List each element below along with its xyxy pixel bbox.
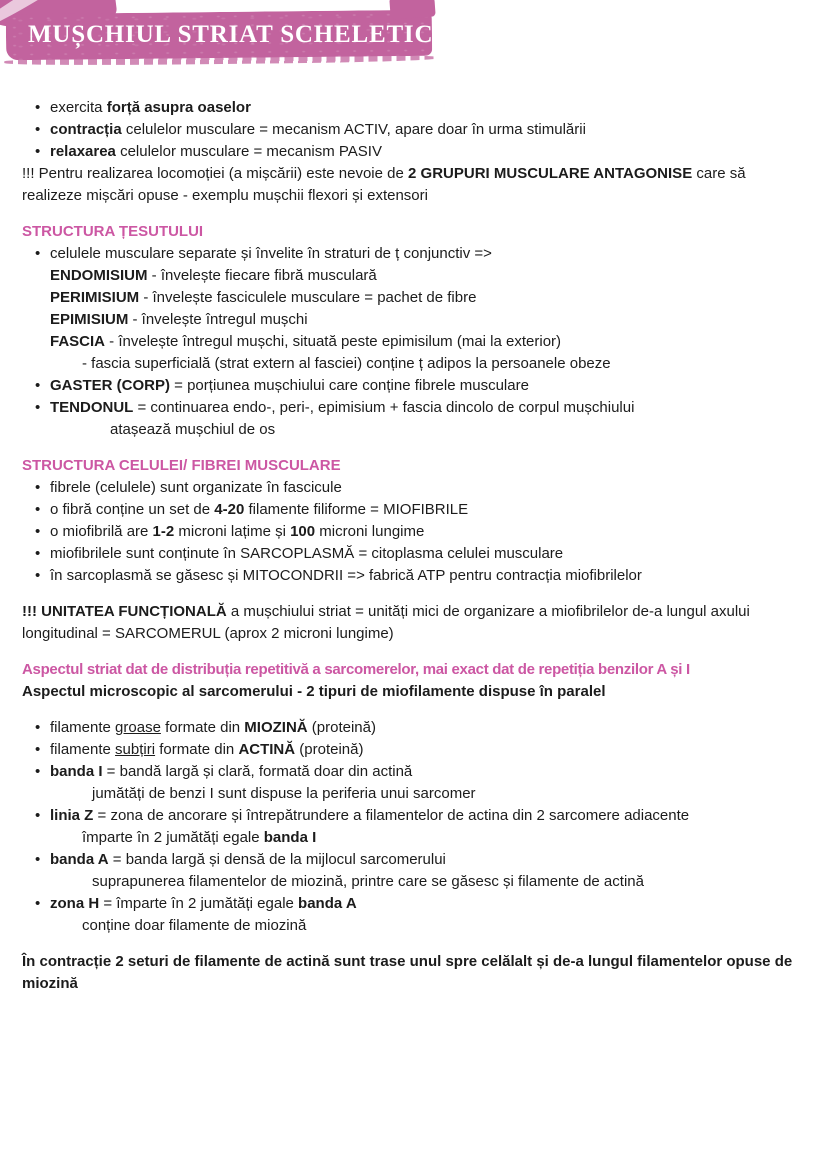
text-run: Aspectul microscopic al sarcomerului - 2 tipuri de miofilamente dispuse în paralel bbox=[22, 683, 606, 700]
paragraph bbox=[22, 601, 798, 645]
text-run: conține doar filamente de miozină bbox=[82, 917, 307, 934]
text-run: PERIMISIUM bbox=[50, 289, 140, 306]
text-run: formate din bbox=[160, 719, 245, 736]
bullet-item bbox=[22, 739, 798, 761]
sub-line bbox=[22, 419, 798, 441]
spacer bbox=[22, 587, 798, 601]
paragraph bbox=[22, 951, 798, 995]
text-run: banda A bbox=[298, 895, 357, 912]
text-run: = porțiunea mușchiului care conține fibrele musculare bbox=[170, 377, 529, 394]
bullet-item bbox=[22, 243, 798, 265]
text-run: exercita bbox=[50, 99, 107, 116]
bullet-item bbox=[22, 477, 798, 499]
text-run: Aspectul striat dat de distribuția repetitivă a sarcomerelor, mai exact dat de repetiția benzilor A și I bbox=[22, 661, 690, 678]
text-run: zona H bbox=[50, 895, 100, 912]
text-run: forță asupra oaselor bbox=[106, 99, 251, 116]
page-title: MUȘCHIUL STRIAT SCHELETIC bbox=[28, 21, 434, 48]
section-heading bbox=[22, 455, 798, 477]
text-run: În contracție 2 seturi de filamente de actină sunt trase unul spre celălalt și de-a lungul filamentelor opuse de miozină bbox=[22, 953, 793, 992]
text-run: 4-20 bbox=[214, 501, 245, 518]
text-run: GASTER (CORP) bbox=[50, 377, 170, 394]
text-run: banda I bbox=[50, 763, 103, 780]
text-run: miofibrilele sunt conținute în SARCOPLASMĂ = citoplasma celulei musculare bbox=[50, 545, 564, 562]
text-run: fibrele (celulele) sunt organizate în fascicule bbox=[50, 479, 342, 496]
text-run: banda I bbox=[263, 829, 317, 846]
text-run: atașează mușchiul de os bbox=[110, 421, 276, 438]
text-run: împarte în 2 jumătăți egale bbox=[82, 829, 264, 846]
spacer bbox=[22, 937, 798, 951]
text-run: !!! UNITATEA FUNCȚIONALĂ bbox=[22, 603, 227, 620]
bullet-item bbox=[22, 141, 798, 163]
text-run: (proteină) bbox=[295, 741, 364, 758]
bullet-item bbox=[22, 849, 798, 871]
text-run: 2 GRUPURI MUSCULARE ANTAGONISE bbox=[408, 165, 693, 182]
text-run: = continuarea endo-, peri-, epimisium + fascia dincolo de corpul mușchiului bbox=[133, 399, 635, 416]
text-run: microni lațime și bbox=[174, 523, 291, 540]
bullet-item bbox=[22, 521, 798, 543]
text-run: celulele musculare separate și învelite în straturi de ț conjunctiv => bbox=[50, 245, 492, 262]
title-banner bbox=[0, 0, 828, 95]
bullet-item bbox=[22, 893, 798, 915]
text-run: ACTINĂ bbox=[238, 741, 296, 758]
text-run: - fascia superficială (strat extern al fasciei) conține ț adipos la persoanele obeze bbox=[82, 355, 611, 372]
text-run: celulelor musculare = mecanism PASIV bbox=[115, 143, 382, 160]
text-run: celulelor musculare = mecanism ACTIV, apare doar în urma stimulării bbox=[121, 121, 586, 138]
bullet-item bbox=[22, 565, 798, 587]
text-run: ENDOMISIUM bbox=[50, 267, 148, 284]
text-run: 100 bbox=[290, 523, 316, 540]
text-run: FASCIA bbox=[50, 333, 106, 350]
text-run: banda A bbox=[50, 851, 109, 868]
paragraph bbox=[22, 163, 798, 207]
text-run: contracția bbox=[50, 121, 122, 138]
text-run: filamente filiforme = MIOFIBRILE bbox=[244, 501, 469, 518]
text-run: microni lungime bbox=[315, 523, 425, 540]
text-run: = împarte în 2 jumătăți egale bbox=[99, 895, 299, 912]
sub-line bbox=[22, 331, 798, 353]
sub-line bbox=[22, 265, 798, 287]
bullet-item bbox=[22, 375, 798, 397]
text-run: - învelește fasciculele musculare = pachet de fibre bbox=[139, 289, 477, 306]
text-run: filamente bbox=[50, 741, 116, 758]
section-heading bbox=[22, 221, 798, 243]
text-run: = zona de ancorare și întrepătrundere a filamentelor de actina din 2 sarcomere adiacente bbox=[93, 807, 690, 824]
bullet-item bbox=[22, 805, 798, 827]
bullet-item bbox=[22, 119, 798, 141]
sub-line bbox=[22, 915, 798, 937]
text-run: suprapunerea filamentelor de miozină, printre care se găsesc și filamente de actină bbox=[92, 873, 644, 890]
bullet-item bbox=[22, 761, 798, 783]
text-run: relaxarea bbox=[50, 143, 116, 160]
text-run: MIOZINĂ bbox=[244, 719, 308, 736]
sub-line bbox=[22, 309, 798, 331]
text-run: groase bbox=[115, 719, 161, 736]
spacer bbox=[22, 207, 798, 221]
text-run: = banda largă și densă de la mijlocul sarcomerului bbox=[108, 851, 446, 868]
bullet-item bbox=[22, 97, 798, 119]
spacer bbox=[22, 703, 798, 717]
text-run: în sarcoplasmă se găsesc și MITOCONDRII => fabrică ATP pentru contracția miofibrilelor bbox=[50, 567, 642, 584]
text-run: o fibră conține un set de bbox=[50, 501, 215, 518]
text-run: !!! Pentru realizarea locomoției (a mișcării) este nevoie de bbox=[22, 165, 409, 182]
text-run: care să realizeze mișcări opuse - exemplu mușchii flexori și extensori bbox=[22, 165, 746, 204]
spacer bbox=[22, 441, 798, 455]
sub-line bbox=[22, 827, 798, 849]
paragraph bbox=[22, 681, 798, 703]
document-body bbox=[0, 95, 828, 995]
bullet-item bbox=[22, 717, 798, 739]
text-run: a mușchiului striat = unități mici de organizare a miofibrilelor de-a lungul axului longitudinal = SARCOMERUL (aprox 2 microni lungime) bbox=[22, 603, 750, 642]
text-run: TENDONUL bbox=[50, 399, 134, 416]
text-run: linia Z bbox=[50, 807, 94, 824]
text-run: - învelește fiecare fibră musculară bbox=[147, 267, 377, 284]
bullet-item bbox=[22, 543, 798, 565]
bullet-item bbox=[22, 499, 798, 521]
text-run: EPIMISIUM bbox=[50, 311, 129, 328]
brush-stroke-right-patch bbox=[389, 0, 435, 20]
text-run: (proteină) bbox=[307, 719, 376, 736]
text-run: jumătăți de benzi I sunt dispuse la periferia unui sarcomer bbox=[92, 785, 476, 802]
paragraph bbox=[22, 659, 798, 681]
sub-line bbox=[22, 287, 798, 309]
text-run: formate din bbox=[155, 741, 239, 758]
text-run: filamente bbox=[50, 719, 116, 736]
text-run: 1-2 bbox=[152, 523, 175, 540]
spacer bbox=[22, 645, 798, 659]
text-run: = bandă largă și clară, formată doar din actină bbox=[102, 763, 413, 780]
text-run: subțiri bbox=[115, 741, 156, 758]
text-run: - învelește întregul mușchi, situată peste epimisilum (mai la exterior) bbox=[105, 333, 562, 350]
bullet-item bbox=[22, 397, 798, 419]
sub-line bbox=[22, 871, 798, 893]
sub-line bbox=[22, 353, 798, 375]
sub-line bbox=[22, 783, 798, 805]
text-run: - învelește întregul mușchi bbox=[128, 311, 308, 328]
text-run: o miofibrilă are bbox=[50, 523, 153, 540]
text-run: STRUCTURA CELULEI/ FIBREI MUSCULARE bbox=[22, 457, 341, 474]
text-run: STRUCTURA ȚESUTULUI bbox=[22, 223, 204, 240]
